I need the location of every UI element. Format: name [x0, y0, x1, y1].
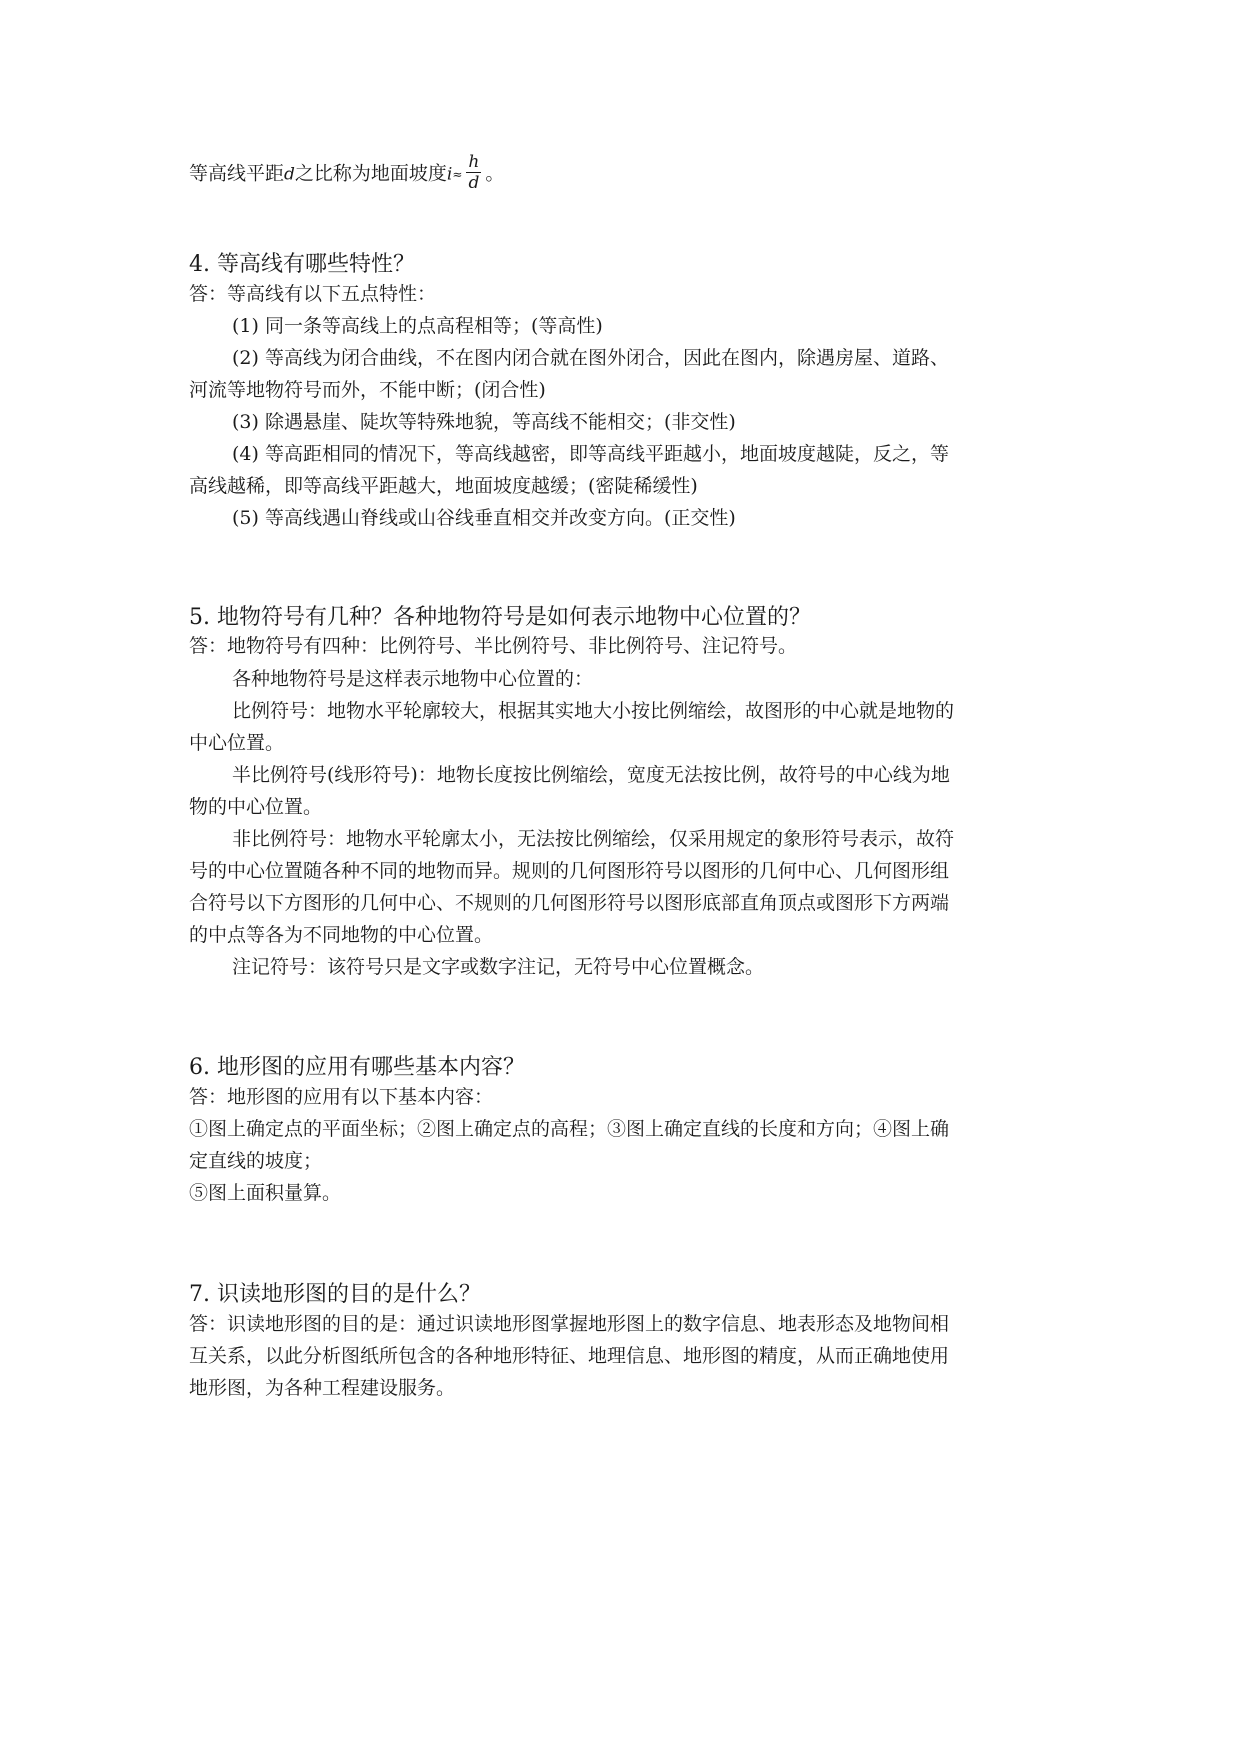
question-5-paragraph-3-line-2: 号的中心位置随各种不同的地物而异。规则的几何图形符号以图形的几何中心、几何图形组	[189, 860, 950, 882]
slope-fraction	[466, 152, 481, 193]
approx-symbol: ≈	[452, 167, 463, 182]
variable-d: d	[284, 164, 295, 185]
formula-text-after: 。	[485, 162, 505, 185]
fraction-denominator: d	[468, 173, 480, 193]
question-4-item-4-line-2: 高线越稀，即等高线平距越大，地面坡度越缓；(密陡稀缓性)	[189, 475, 698, 497]
question-7-answer-line-1: 答：识读地形图的目的是：通过识读地形图掌握地形图上的数字信息、地表形态及地物间相	[189, 1313, 950, 1335]
fraction-numerator: h	[468, 152, 480, 172]
question-5-paragraph-2-line-1: 半比例符号(线形符号)：地物长度按比例缩绘，宽度无法按比例，故符号的中心线为地	[232, 764, 950, 786]
question-5-paragraph-3-line-1: 非比例符号：地物水平轮廓太小，无法按比例缩绘，仅采用规定的象形符号表示，故符	[232, 828, 955, 850]
question-5-paragraph-1-line-2: 中心位置。	[189, 732, 285, 754]
question-4-item-3: (3) 除遇悬崖、陡坎等特殊地貌，等高线不能相交；(非交性)	[232, 411, 736, 433]
question-4-item-2-line-1: (2) 等高线为闭合曲线，不在图内闭合就在图外闭合，因此在图内，除遇房屋、道路、	[232, 347, 949, 369]
question-5-paragraph-0: 各种地物符号是这样表示地物中心位置的：	[232, 668, 594, 690]
question-7-answer-line-2: 互关系，以此分析图纸所包含的各种地形特征、地理信息、地形图的精度，从而正确地使用	[189, 1345, 950, 1367]
question-5-paragraph-4: 注记符号：该符号只是文字或数字注记，无符号中心位置概念。	[232, 956, 765, 978]
question-4-item-4-line-1: (4) 等高距相同的情况下，等高线越密，即等高线平距越小，地面坡度越陡，反之，等	[232, 443, 949, 465]
question-5-paragraph-3-line-3: 合符号以下方图形的几何中心、不规则的几何图形符号以图形底部直角顶点或图形下方两端	[189, 892, 950, 914]
formula-text-middle: 之比称为地面坡度	[294, 162, 447, 185]
question-6-line-1: ①图上确定点的平面坐标；②图上确定点的高程；③图上确定直线的长度和方向；④图上确	[189, 1118, 950, 1140]
question-4-item-1: (1) 同一条等高线上的点高程相等；(等高性)	[232, 315, 603, 337]
variable-i: i	[446, 164, 453, 185]
question-6-answer-intro: 答：地形图的应用有以下基本内容：	[189, 1086, 494, 1108]
question-5-answer-intro: 答：地物符号有四种：比例符号、半比例符号、非比例符号、注记符号。	[189, 635, 798, 657]
question-6-line-3: ⑤图上面积量算。	[189, 1182, 342, 1204]
question-4-item-2-line-2: 河流等地物符号而外，不能中断；(闭合性)	[189, 379, 546, 401]
slope-definition-line	[189, 154, 1059, 195]
question-6-line-2: 定直线的坡度；	[189, 1150, 323, 1172]
question-5-paragraph-2-line-2: 物的中心位置。	[189, 796, 323, 818]
formula-text-before: 等高线平距	[189, 162, 285, 185]
question-5-paragraph-1-line-1: 比例符号：地物水平轮廓较大，根据其实地大小按比例缩绘，故图形的中心就是地物的	[232, 700, 955, 722]
question-6-heading: 6. 地形图的应用有哪些基本内容？	[189, 1055, 525, 1080]
question-7-answer-line-3: 地形图，为各种工程建设服务。	[189, 1377, 456, 1399]
question-5-paragraph-3-line-4: 的中点等各为不同地物的中心位置。	[189, 924, 494, 946]
question-7-heading: 7. 识读地形图的目的是什么？	[189, 1282, 481, 1307]
question-4-item-5: (5) 等高线遇山脊线或山谷线垂直相交并改变方向。(正交性)	[232, 507, 736, 529]
question-4-answer-intro: 答：等高线有以下五点特性：	[189, 283, 437, 305]
question-4-heading: 4. 等高线有哪些特性？	[189, 252, 415, 277]
question-5-heading: 5. 地物符号有几种？各种地物符号是如何表示地物中心位置的？	[189, 605, 811, 630]
